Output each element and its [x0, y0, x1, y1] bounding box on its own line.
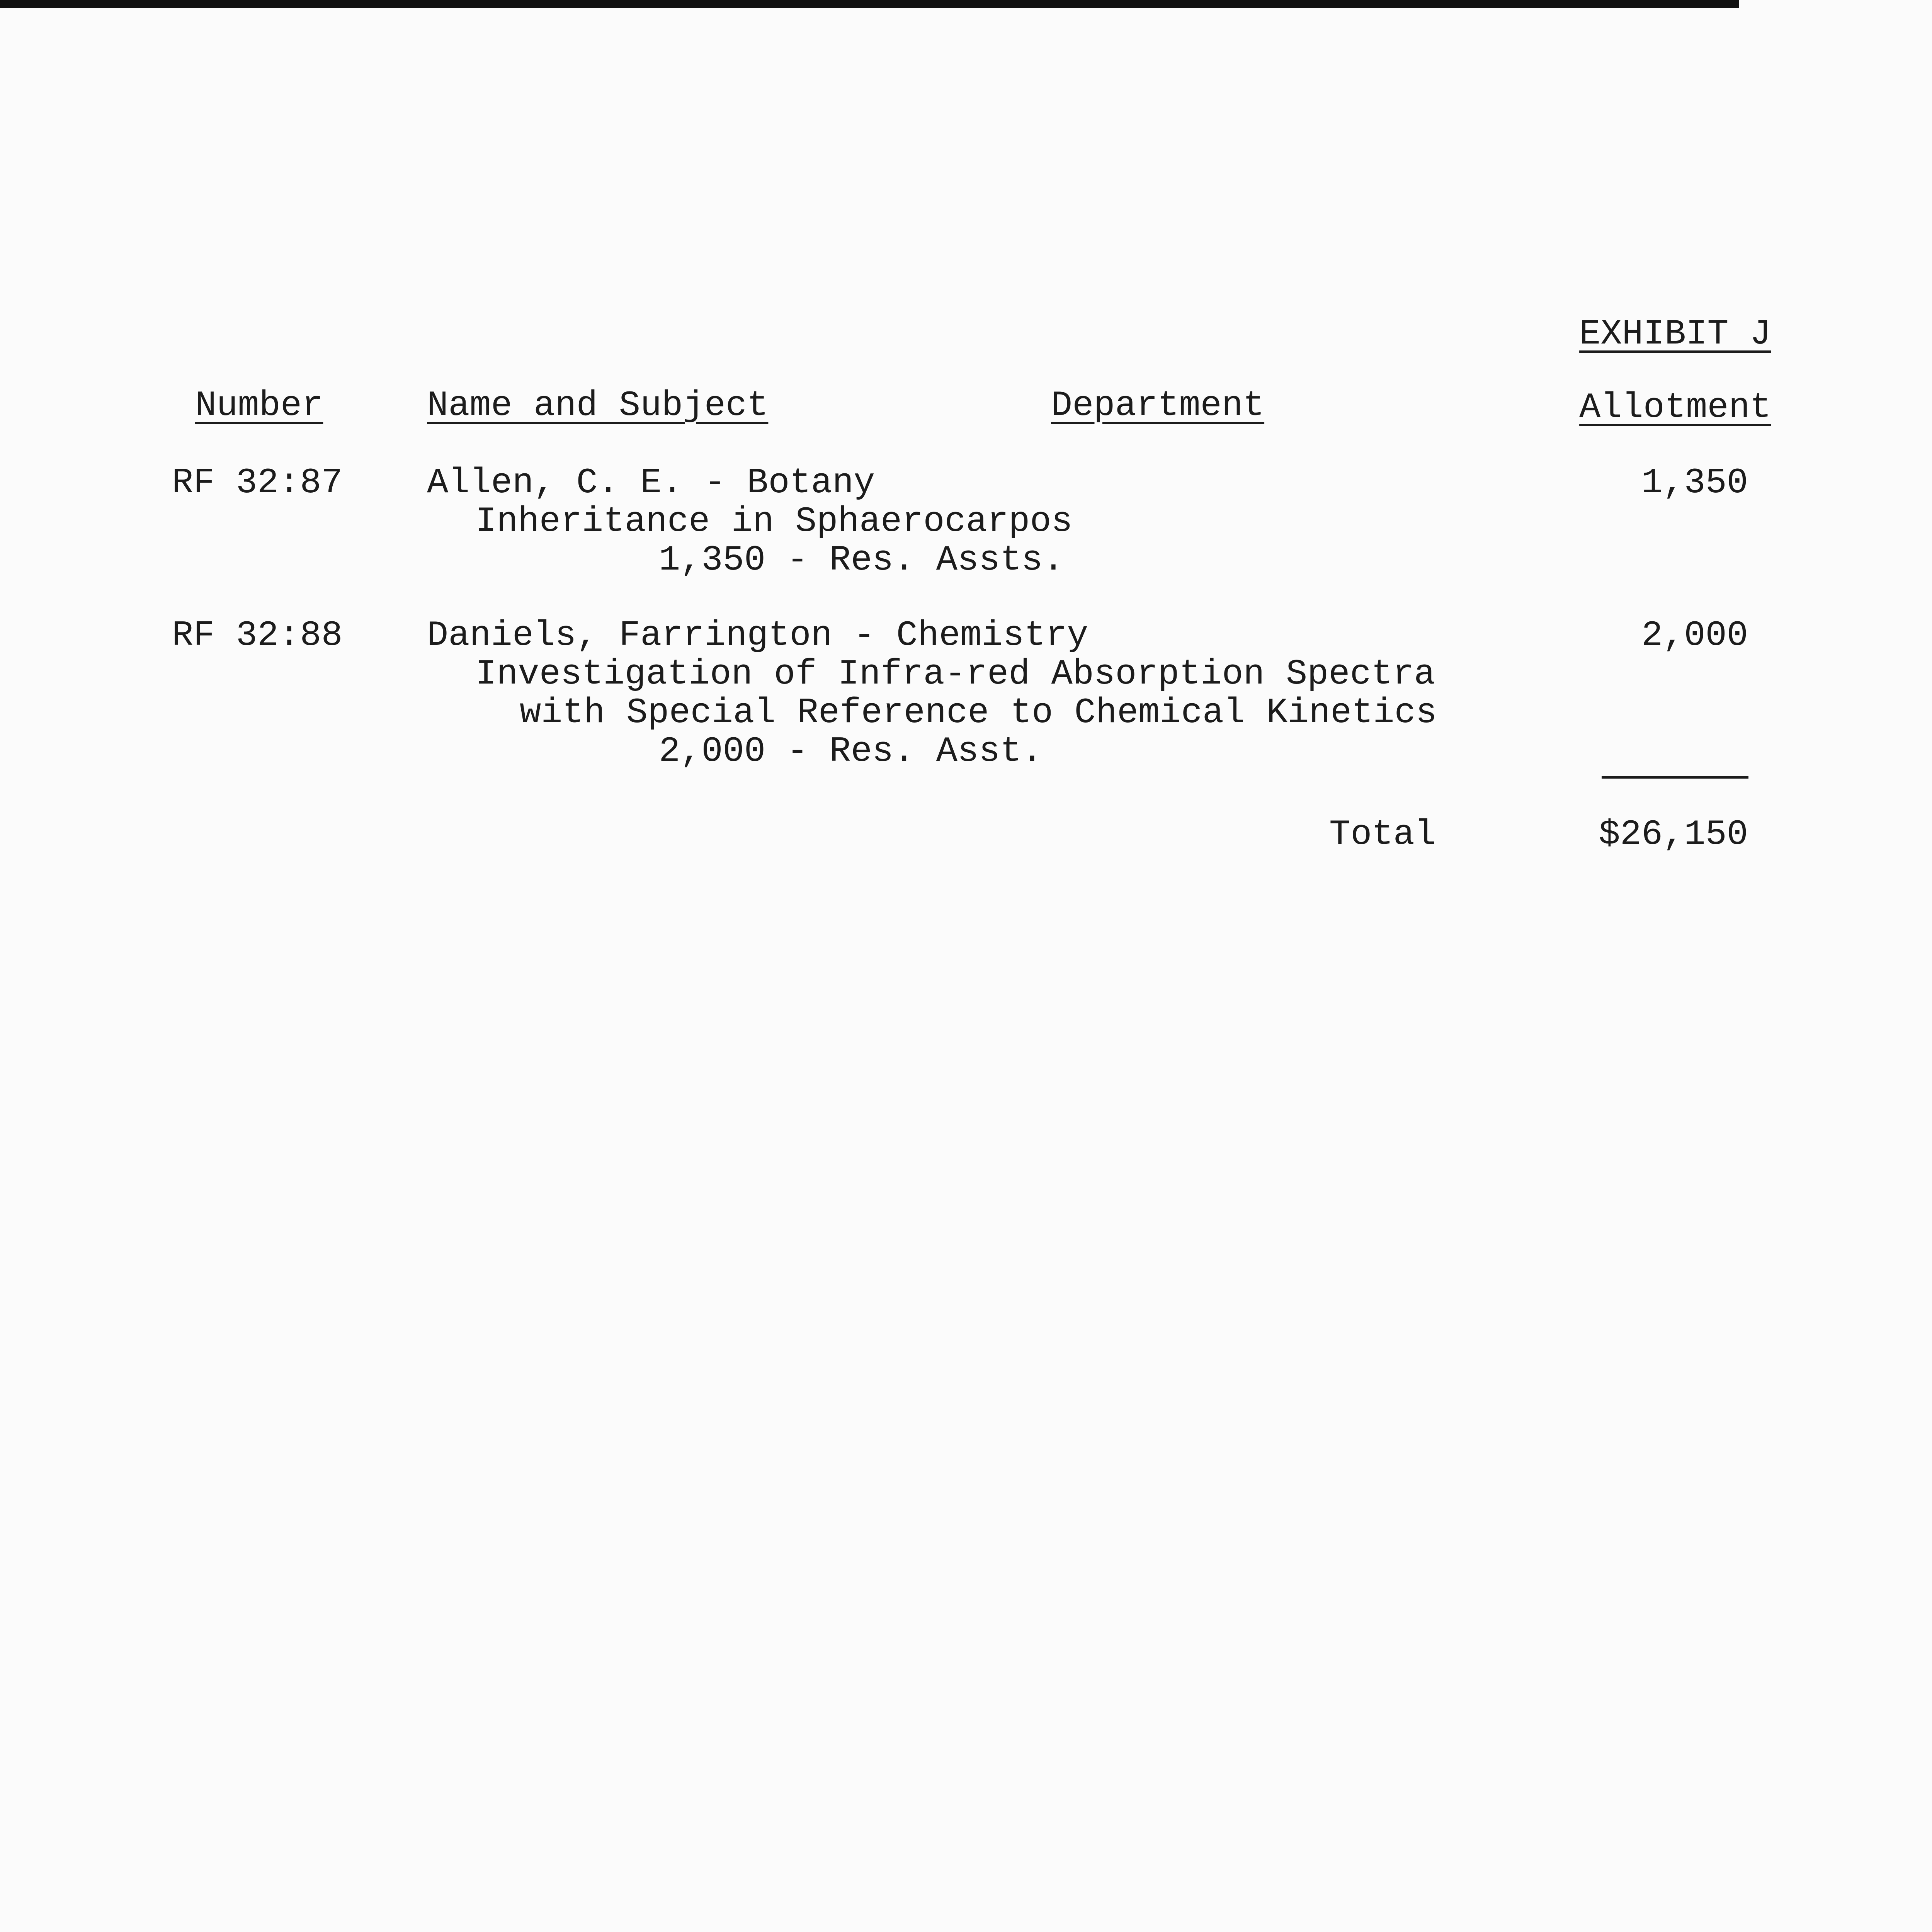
row-number: RF 32:88 — [172, 615, 343, 656]
total-label: Total — [1329, 814, 1436, 855]
row-allotment: 2,000 — [1641, 615, 1748, 656]
row-allotment: 1,350 — [1641, 463, 1748, 503]
row-name: Daniels, Farrington - Chemistry — [427, 615, 1088, 656]
exhibit-label: EXHIBIT J — [1579, 314, 1771, 354]
scan-top-edge — [0, 0, 1739, 8]
header-department: Department — [1051, 385, 1265, 426]
header-allotment: Allotment — [1579, 387, 1771, 428]
row-subject-line: with Special Reference to Chemical Kinetics — [520, 692, 1437, 733]
header-name-subject: Name and Subject — [427, 385, 769, 426]
total-value: $26,150 — [1599, 814, 1748, 855]
row-detail: 2,000 - Res. Asst. — [659, 731, 1043, 772]
row-subject-line: Inheritance in Sphaerocarpos — [475, 501, 1073, 542]
row-number: RF 32:87 — [172, 463, 343, 503]
header-number: Number — [195, 385, 323, 426]
sum-rule — [1602, 776, 1748, 779]
row-name: Allen, C. E. - Botany — [427, 463, 875, 503]
row-subject-line: Investigation of Infra-red Absorption Spectra — [475, 654, 1435, 694]
row-detail: 1,350 - Res. Assts. — [659, 540, 1064, 580]
